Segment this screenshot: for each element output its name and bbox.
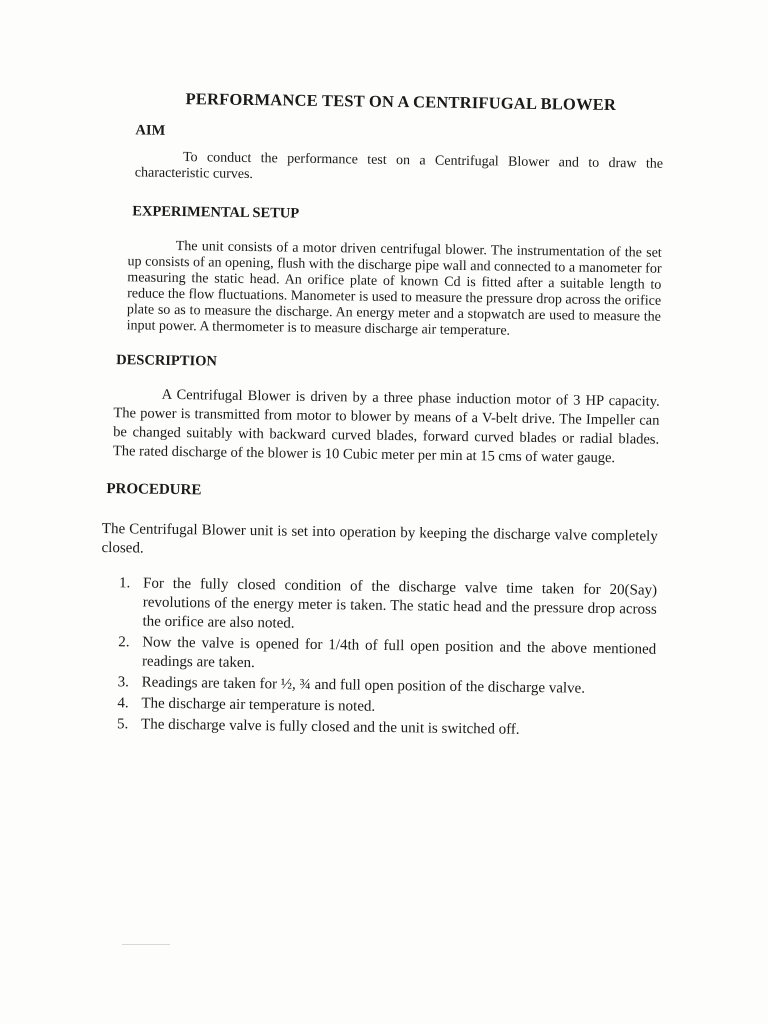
procedure-heading: PROCEDURE	[106, 481, 202, 499]
step-text: For the fully closed condition of the discharge valve time taken for 20(Say) revolutions of the energy meter is taken. The static head and the pressure drop across the orifice are also noted.	[142, 575, 658, 632]
step-number: 1.	[118, 575, 131, 592]
document-page	[99, 88, 664, 744]
experimental-setup-paragraph: The unit consists of a motor driven centrifugal blower. The instrumentation of the set up consists of an opening, flush with the discharge pipe wall and connected to a manometer for measuring the static head. An orifice plate of known Cd is fitted after a suitable length to reduce the flow fluctuations. Manometer is used to measure the pressure drop across the orifice plate so as to measure the discharge. An energy meter and a stopwatch are used to measure the input power. A thermometer is to measure discharge air temperature.	[126, 238, 662, 339]
experimental-setup-heading: EXPERIMENTAL SETUP	[132, 203, 300, 222]
step-text: The discharge air temperature is noted.	[141, 695, 376, 715]
step-number: 4.	[117, 695, 129, 712]
step-number: 5.	[117, 716, 129, 733]
scan-smudge	[122, 944, 170, 945]
aim-paragraph: To conduct the performance test on a Centrifugal Blower and to draw the characteristic curves.	[134, 150, 664, 183]
description-paragraph: A Centrifugal Blower is driven by a three phase induction motor of 3 HP capacity. The power is transmitted from motor to blower by means of a V-belt drive. The Impeller can be changed suitably with backward curved blades, forward curved blades or radial blades. The rated discharge of the blower is 10 Cubic meter per min at 15 cms of water gauge.	[112, 386, 660, 467]
step-number: 2.	[118, 634, 130, 651]
procedure-steps	[117, 574, 657, 741]
aim-heading: AIM	[135, 122, 166, 139]
procedure-step	[118, 574, 657, 639]
procedure-step	[118, 633, 656, 679]
procedure-intro: The Centrifugal Blower unit is set into operation by keeping the discharge valve completely closed.	[101, 520, 658, 557]
step-text: Now the valve is opened for 1/4th of full open position and the above mentioned readings are taken.	[141, 634, 657, 672]
document-title: PERFORMANCE TEST ON A CENTRIFUGAL BLOWER	[185, 89, 617, 115]
step-text: Readings are taken for ½, ¾ and full open position of the discharge valve.	[141, 674, 586, 697]
step-number: 3.	[117, 674, 130, 691]
step-text: The discharge valve is fully closed and the unit is switched off.	[141, 716, 520, 738]
description-heading: DESCRIPTION	[116, 352, 218, 370]
